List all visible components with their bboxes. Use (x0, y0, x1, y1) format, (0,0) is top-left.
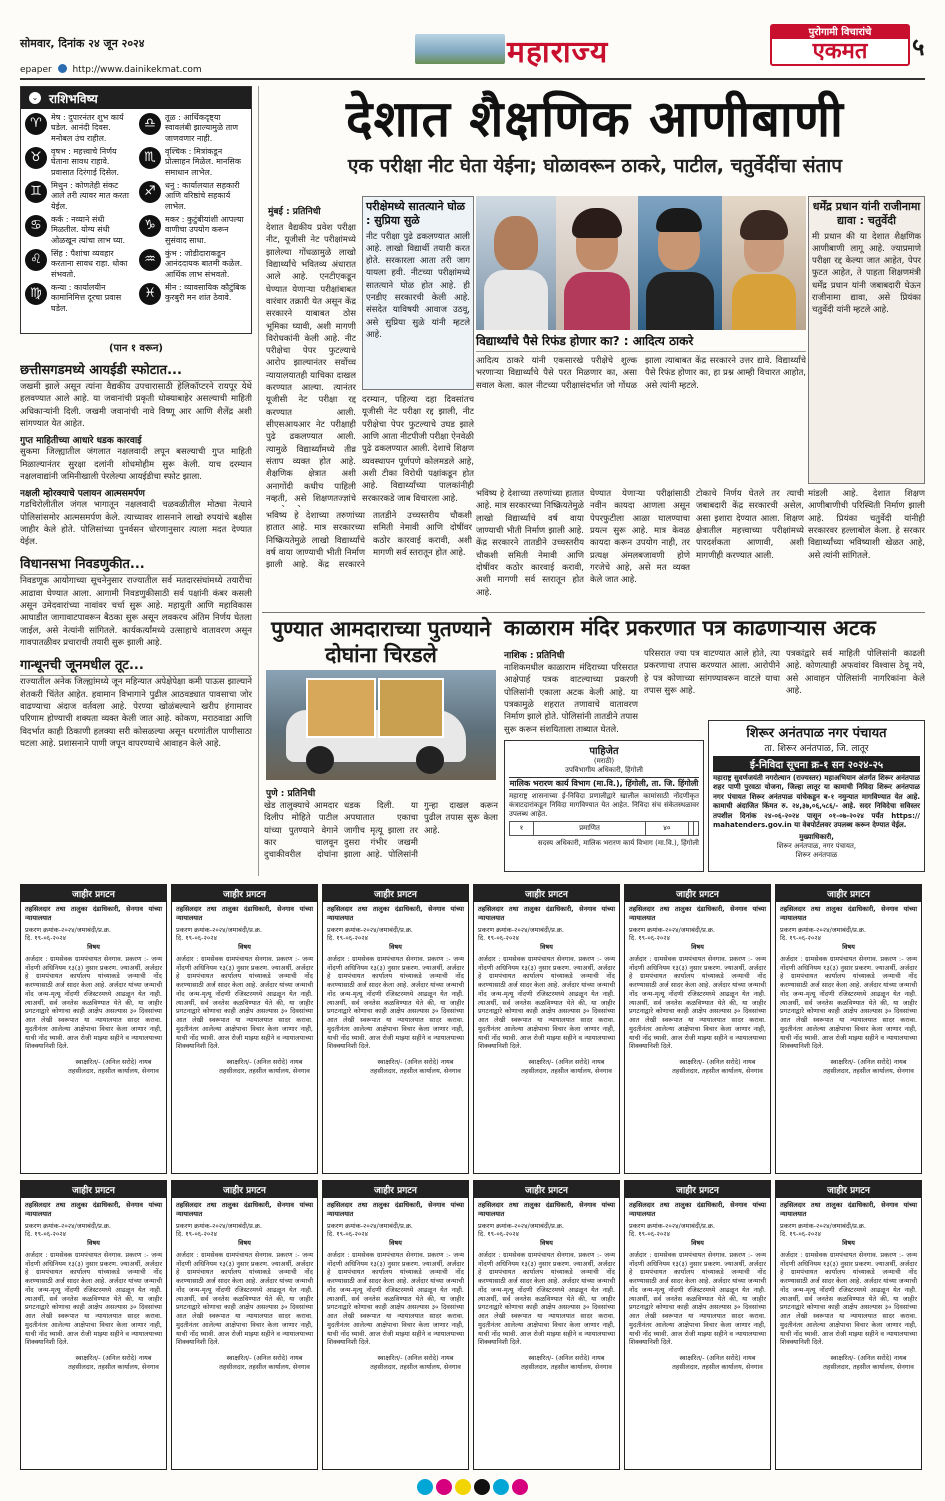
lead-body-col3: भविष्य हे देशाच्या तरुणांच्या हातात आहे. मात्र सरकारच्या निष्क्रियतेमुळे लाखो विद्यार्थ्यांचे वर्ष वाया जाण्याची भीती निर्माण झाली आहे. केंद्र सरकारने तातडीने उच्चस्तरीय चौकशी समिती नेमावी आणि दोषींवर कठोर कारवाई करावी, अशी मागणी सर्व स्तरातून होत आहे. (476, 489, 584, 598)
sagittarius-icon: ♐ (139, 181, 161, 203)
pune-story (262, 614, 500, 884)
taurus-icon: ♉ (25, 147, 47, 169)
rashi-item (139, 147, 247, 181)
notice-date: दि. १९-०६-२०२४ (25, 1230, 66, 1239)
chevron-down-icon: ⌄ (29, 92, 41, 104)
notice-date: दि. १९-०६-२०२४ (478, 1230, 519, 1239)
notice-case: प्रकरण क्रमांक-२०२४/जमाबंदी/प्र.क्र. (25, 925, 111, 934)
notice-body: अर्जदार : ग्रामसेवक ग्रामपंचायत सेनगाव. प्रकरण :- जन्म नोंदणी अधिनियम १३(३) नुसार प्रकरण. ज्याअर्थी, अर्जदार हे ग्रामपंचायत कार्यालय यांच्याकडे जन्माची नोंद करण्यासाठी अर्ज सादर केला आहे. अर्जदार यांच्या जन्माची नोंद जन्म-मृत्यू नोंदणी रजिस्टरमध्ये आढळून येत नाही. त्याअर्थी, सर्व जनतेस कळविण्यात येते की, या जाहीर प्रगटनाद्वारे कोणाचा काही आक्षेप असल्यास ३० दिवसांच्या आत लेखी स्वरूपात या न्यायालयात सादर करावा. मुदतीनंतर आलेल्या आक्षेपाचा विचार केला जाणार नाही, याची नोंद घ्यावी. आज रोजी माझ्या सहीने व न्यायालयाच्या शिक्क्यानिशी दिले. (25, 954, 162, 1051)
story-headline: छत्तीसगडमध्ये आयईडी स्फोटात... (20, 360, 252, 381)
reg-mark-black (474, 1479, 490, 1495)
notice-signature: स्वाक्षरित/- (अनिल सरोदे) नायब तहसीलदार, तहसील कार्यालय, सेनगाव (68, 1354, 159, 1372)
quote-title: परीक्षेमध्ये सातत्याने घोळ : सुप्रिया सुळे (366, 200, 466, 227)
tender-cell: ४० (646, 822, 689, 836)
leaders-photo-strip (476, 196, 806, 330)
notice-signature: स्वाक्षरित/- (अनिल सरोदे) नायब तहसीलदार, तहसील कार्यालय, सेनगाव (370, 1354, 461, 1372)
public-notice (624, 1180, 771, 1470)
rashi-text: सिंह : पैशांचा व्यवहार करताना सावध राहा. धोका संभवतो. (51, 249, 128, 279)
tender-footer: सदस्य अधिकारी, मालिक भरारण कार्य विभाग (मा.वि.), हिंगोली (537, 839, 699, 848)
notice-date: दि. १९-०६-२०२४ (780, 934, 821, 943)
tender-cell (693, 822, 698, 836)
notice-court: तहसिलदार तथा तालुका दंडाधिकारी, सेनगाव यांच्या न्यायालयात (176, 1201, 313, 1218)
notice-date: दि. १९-०६-२०२४ (629, 1230, 670, 1239)
hingoli-tender (504, 740, 704, 872)
notice-subject: विषय (691, 1239, 704, 1248)
notice-signature: स्वाक्षरित/- (अनिल सरोदे) नायब तहसीलदार, तहसील कार्यालय, सेनगाव (672, 1058, 763, 1076)
rashi-text: मिथुन : कोणतेही संकट आले तरी त्यावर मात करता येईल. (51, 181, 129, 211)
notice-case: प्रकरण क्रमांक-२०२४/जमाबंदी/प्र.क्र. (780, 1221, 866, 1230)
tender-header: पाहिजेत (589, 746, 619, 757)
nashik-headline: काळाराम मंदिर प्रकरणात पत्र काढणाऱ्यास अटक (504, 616, 876, 640)
lead-body-col4: घेण्यात येणाऱ्या परीक्षांसाठी नवीन कायदा आणला असून पेपरफुटीला आळा घालण्याचा प्रयत्न सुरू आहे. मात्र केवळ कायदा करून उपयोग नाही, तर प्रत्यक्ष अंमलबजावणी होणे गरजेचे आहे, असे मत व्यक्त केले जात आहे. (590, 489, 690, 586)
shirur-title: शिरूर अनंतपाळ नगर पंचायत (746, 726, 887, 741)
story-headline: विधानसभा निवडणुकीत... (20, 554, 252, 575)
public-notice (473, 884, 620, 1174)
virgo-icon: ♍ (25, 283, 47, 305)
notice-case: प्रकरण क्रमांक-२०२४/जमाबंदी/प्र.क्र. (478, 925, 564, 934)
notice-signature: स्वाक्षरित/- (अनिल सरोदे) नायब तहसीलदार, तहसील कार्यालय, सेनगाव (823, 1058, 914, 1076)
left-column (20, 340, 252, 880)
notice-header: जाहीर प्रगटन (323, 1181, 468, 1198)
rashi-text: कर्क : नव्याने संधी मिळतील. योग्य संधी ओळखून त्यांचा लाभ घ्या. (51, 215, 126, 245)
notice-body: अर्जदार : ग्रामसेवक ग्रामपंचायत सेनगाव. प्रकरण :- जन्म नोंदणी अधिनियम १३(३) नुसार प्रकरण. ज्याअर्थी, अर्जदार हे ग्रामपंचायत कार्यालय यांच्याकडे जन्माची नोंद करण्यासाठी अर्ज सादर केला आहे. अर्जदार यांच्या जन्माची नोंद जन्म-मृत्यू नोंदणी रजिस्टरमध्ये आढळून येत नाही. त्याअर्थी, सर्व जनतेस कळविण्यात येते की, या जाहीर प्रगटनाद्वारे कोणाचा काही आक्षेप असल्यास ३० दिवसांच्या आत लेखी स्वरूपात या न्यायालयात सादर करावा. मुदतीनंतर आलेल्या आक्षेपाचा विचार केला जाणार नाही, याची नोंद घ्यावी. आज रोजी माझ्या सहीने व न्यायालयाच्या शिक्क्यानिशी दिले. (25, 1250, 162, 1347)
lead-headline: देशात शैक्षणिक आणीबाणी (346, 90, 844, 148)
notice-court: तहसिलदार तथा तालुका दंडाधिकारी, सेनगाव यांच्या न्यायालयात (327, 1201, 464, 1218)
notice-body: अर्जदार : ग्रामसेवक ग्रामपंचायत सेनगाव. प्रकरण :- जन्म नोंदणी अधिनियम १३(३) नुसार प्रकरण. ज्याअर्थी, अर्जदार हे ग्रामपंचायत कार्यालय यांच्याकडे जन्माची नोंद करण्यासाठी अर्ज सादर केला आहे. अर्जदार यांच्या जन्माची नोंद जन्म-मृत्यू नोंदणी रजिस्टरमध्ये आढळून येत नाही. त्याअर्थी, सर्व जनतेस कळविण्यात येते की, या जाहीर प्रगटनाद्वारे कोणाचा काही आक्षेप असल्यास ३० दिवसांच्या आत लेखी स्वरूपात या न्यायालयात सादर करावा. मुदतीनंतर आलेल्या आक्षेपाचा विचार केला जाणार नाही, याची नोंद घ्यावी. आज रोजी माझ्या सहीने व न्यायालयाच्या शिक्क्यानिशी दिले. (327, 954, 464, 1051)
website-url[interactable]: http://www.dainikekmat.com (72, 65, 202, 75)
story-text: सुकमा जिल्ह्यातील जंगलात नक्षलवादी लपून बसल्याची गुप्त माहिती मिळाल्यानंतर सुरक्षा दलांनी शोधमोहीम सुरू केली. याच दरम्यान नक्षलवाद्यांनी जमिनीखाली पेरलेल्या आयईडीचा स्फोट झाला. (20, 447, 252, 482)
tender-sub: (मराठी) (593, 757, 615, 765)
shirur-sign: शिरूर अनंतपाळ (795, 850, 838, 859)
notice-header: जाहीर प्रगटन (21, 885, 166, 902)
notice-court: तहसिलदार तथा तालुका दंडाधिकारी, सेनगाव यांच्या न्यायालयात (780, 1201, 917, 1218)
photo-jayant-patil (476, 196, 556, 330)
notice-header: जाहीर प्रगटन (474, 1181, 619, 1198)
continued-label: (पान १ वरून) (108, 343, 163, 354)
brand-tagline: पुरोगामी विचारांचे (772, 26, 908, 39)
lead-body: देशात वैद्यकीय प्रवेश परीक्षा नीट, यूजीसी नेट परीक्षांमध्ये झालेल्या गोंधळामुळे लाखो विद्यार्थ्यांचे भवितव्य अंधारात आले आहे. एनटीएकडून घेण्यात येणाऱ्या परीक्षांबाबत वारंवार तक्रारी येत असून केंद्र सरकारने याबाबत ठोस भूमिका घ्यावी, अशी मागणी विरोधकांनी केली आहे. नीट परीक्षेचा पेपर फुटल्याचे आरोप झाल्यानंतर सर्वोच्च न्यायालयातही याचिका दाखल करण्यात आल्या. त्यानंतर यूजीसी नेट परीक्षा रद्द करण्यात आली. सीएसआयआर नेट परीक्षाही पुढे ढकलण्यात आली. त्यामुळे विद्यार्थ्यांमध्ये तीव्र संताप व्यक्त होत आहे. शैक्षणिक क्षेत्रात अशी अनागोंदी कधीच पाहिली नव्हती, असे शिक्षणतज्ज्ञांचे (266, 223, 356, 504)
nashik-body: नाशिकमधील काळाराम मंदिराच्या परिसरात आक्षेपार्ह पत्रक वाटल्याच्या प्रकरणी पोलिसांनी एकाला अटक केली आहे. या पत्रकामुळे शहरात तणावाचे वातावरण निर्माण झाले होते. पोलिसांनी तातडीने तपास सुरू करून संशयिताला ताब्यात घेतले. (504, 663, 638, 734)
notice-subject: विषय (238, 1239, 251, 1248)
scorpio-icon: ♏ (139, 147, 161, 169)
rashi-item (139, 283, 247, 317)
notice-court: तहसिलदार तथा तालुका दंडाधिकारी, सेनगाव यांच्या न्यायालयात (327, 905, 464, 922)
shirur-tender (708, 720, 925, 872)
cancer-icon: ♋ (25, 215, 47, 237)
notice-subject: विषय (540, 943, 553, 952)
tender-table (509, 821, 699, 836)
shirur-sign: मुख्याधिकारी, (799, 832, 834, 841)
notice-signature: स्वाक्षरित/- (अनिल सरोदे) नायब तहसीलदार, तहसील कार्यालय, सेनगाव (219, 1058, 310, 1076)
notice-court: तहसिलदार तथा तालुका दंडाधिकारी, सेनगाव यांच्या न्यायालयात (25, 1201, 162, 1218)
lead-dateline: मुंबई : प्रतिनिधी (268, 207, 321, 217)
rashi-item (139, 249, 247, 283)
notice-case: प्रकरण क्रमांक-२०२४/जमाबंदी/प्र.क्र. (327, 1221, 413, 1230)
notice-court: तहसिलदार तथा तालुका दंडाधिकारी, सेनगाव यांच्या न्यायालयात (780, 905, 917, 922)
inset-portrait (306, 678, 376, 738)
notice-date: दि. १९-०६-२०२४ (478, 934, 519, 943)
aries-icon: ♈ (25, 113, 47, 135)
reg-mark-magenta (436, 1479, 452, 1495)
tender-title: मालिक भरारण कार्य विभाग (मा.वि.), हिंगोली, ता. जि. हिंगोली (509, 779, 699, 789)
rashi-item (25, 283, 133, 317)
reg-mark-cyan (493, 1479, 509, 1495)
public-notice (171, 884, 318, 1174)
section-banner (415, 34, 665, 70)
notice-date: दि. १९-०६-२०२४ (327, 1230, 368, 1239)
story-text: जखमी झाले असून त्यांना वैद्यकीय उपचारासाठी हेलिकॉप्टरने रायपूर येथे हलवण्यात आले आहे. या जवानांची प्रकृती धोक्याबाहेर असल्याची माहिती अधिकाऱ्यांनी दिली. जखमी जवानांची नावे विष्णू आर आणि शैलेंद्र अशी सांगण्यात येत आहेत. (20, 382, 252, 429)
rashi-item (25, 249, 133, 283)
shirur-notice-no: ई-निविदा सूचना क्र-१ सन २०२४-२५ (713, 756, 920, 772)
quote-text: नीट परीक्षा पुढे ढकलण्यात आली आहे. लाखो विद्यार्थी तयारी करत होते. सरकारला आता तरी जाग यायला हवी. नीटच्या परीक्षांमध्ये सातत्याने घोळ होत आहे. ही एनडीए सरकारची केली आहे. संसदेत याविषयी आवाज उठवू, असे सुप्रिया सुळे यांनी म्हटले आहे. (366, 231, 470, 340)
public-notice (473, 1180, 620, 1470)
public-notice (322, 884, 469, 1174)
inset-portrait (378, 678, 444, 738)
reg-mark-cyan (417, 1479, 433, 1495)
public-notice (624, 884, 771, 1174)
quote-box-aaditya (476, 332, 806, 484)
shirur-subtitle: ता. शिरूर अनंतपाळ, जि. लातूर (764, 744, 869, 754)
notice-court: तहसिलदार तथा तालुका दंडाधिकारी, सेनगाव यांच्या न्यायालयात (176, 905, 313, 922)
quote-text: मी प्रधान की या देशात शैक्षणिक आणीबाणी लागू आहे. ज्याप्रमाणे परीक्षा रद्द केल्या जात आहेत, पेपर फुटत आहेत, ते पाहता शिक्षणमंत्री धर्मेंद्र प्रधान यांनी जबाबदारी घेऊन राजीनामा द्यावा, असे प्रियंका चतुर्वेदी यांनी म्हटले आहे. (812, 231, 921, 316)
page-number: ५ (912, 33, 925, 61)
column-divider (258, 86, 259, 876)
notice-header: जाहीर प्रगटन (625, 885, 770, 902)
public-notice (171, 1180, 318, 1470)
tender-cell: १ (510, 822, 534, 836)
epaper-label: epaper (20, 65, 52, 75)
notices-row (20, 1180, 925, 1470)
notice-body: अर्जदार : ग्रामसेवक ग्रामपंचायत सेनगाव. प्रकरण :- जन्म नोंदणी अधिनियम १३(३) नुसार प्रकरण. ज्याअर्थी, अर्जदार हे ग्रामपंचायत कार्यालय यांच्याकडे जन्माची नोंद करण्यासाठी अर्ज सादर केला आहे. अर्जदार यांच्या जन्माची नोंद जन्म-मृत्यू नोंदणी रजिस्टरमध्ये आढळून येत नाही. त्याअर्थी, सर्व जनतेस कळविण्यात येते की, या जाहीर प्रगटनाद्वारे कोणाचा काही आक्षेप असल्यास ३० दिवसांच्या आत लेखी स्वरूपात या न्यायालयात सादर करावा. मुदतीनंतर आलेल्या आक्षेपाचा विचार केला जाणार नाही, याची नोंद घ्यावी. आज रोजी माझ्या सहीने व न्यायालयाच्या शिक्क्यानिशी दिले. (629, 1250, 766, 1347)
quote-title: विद्यार्थ्यांचे पैसे रिफंड होणार का? : आदित्य ठाकरे (476, 332, 806, 352)
notice-signature: स्वाक्षरित/- (अनिल सरोदे) नायब तहसीलदार, तहसील कार्यालय, सेनगाव (521, 1354, 612, 1372)
epaper-bar (20, 64, 202, 75)
story-text: गडचिरोलीतील जंगल भागातून नक्षलवादी चळवळीतील मोठ्या नेत्याने पोलिसांसमोर आत्मसमर्पण केले. त्याच्यावर शासनाने लाखो रुपयांचे बक्षीस जाहीर केले होते. पोलिसांच्या पुनर्वसन धोरणानुसार त्याला मदत देण्यात येईल. (20, 500, 252, 548)
nashik-body: परिसरात ज्या पत्र वाटण्यात आले होते, त्या प्रकरणाचा तपास करण्यात आला. आरोपीने हे पत्र कोणाच्या सांगण्यावरून वाटले याचा तपास सुरू आहे. (644, 649, 780, 696)
notice-date: दि. १९-०६-२०२४ (780, 1230, 821, 1239)
rashi-box (20, 86, 252, 334)
notice-header: जाहीर प्रगटन (323, 885, 468, 902)
photo-aaditya-thackeray (638, 196, 722, 330)
notice-case: प्रकरण क्रमांक-२०२४/जमाबंदी/प्र.क्र. (327, 925, 413, 934)
notice-case: प्रकरण क्रमांक-२०२४/जमाबंदी/प्र.क्र. (478, 1221, 564, 1230)
notice-subject: विषय (540, 1239, 553, 1248)
leo-icon: ♌ (25, 249, 47, 271)
notice-body: अर्जदार : ग्रामसेवक ग्रामपंचायत सेनगाव. प्रकरण :- जन्म नोंदणी अधिनियम १३(३) नुसार प्रकरण. ज्याअर्थी, अर्जदार हे ग्रामपंचायत कार्यालय यांच्याकडे जन्माची नोंद करण्यासाठी अर्ज सादर केला आहे. अर्जदार यांच्या जन्माची नोंद जन्म-मृत्यू नोंदणी रजिस्टरमध्ये आढळून येत नाही. त्याअर्थी, सर्व जनतेस कळविण्यात येते की, या जाहीर प्रगटनाद्वारे कोणाचा काही आक्षेप असल्यास ३० दिवसांच्या आत लेखी स्वरूपात या न्यायालयात सादर करावा. मुदतीनंतर आलेल्या आक्षेपाचा विचार केला जाणार नाही, याची नोंद घ्यावी. आज रोजी माझ्या सहीने व न्यायालयाच्या शिक्क्यानिशी दिले. (478, 1250, 615, 1347)
notice-body: अर्जदार : ग्रामसेवक ग्रामपंचायत सेनगाव. प्रकरण :- जन्म नोंदणी अधिनियम १३(३) नुसार प्रकरण. ज्याअर्थी, अर्जदार हे ग्रामपंचायत कार्यालय यांच्याकडे जन्माची नोंद करण्यासाठी अर्ज सादर केला आहे. अर्जदार यांच्या जन्माची नोंद जन्म-मृत्यू नोंदणी रजिस्टरमध्ये आढळून येत नाही. त्याअर्थी, सर्व जनतेस कळविण्यात येते की, या जाहीर प्रगटनाद्वारे कोणाचा काही आक्षेप असल्यास ३० दिवसांच्या आत लेखी स्वरूपात या न्यायालयात सादर करावा. मुदतीनंतर आलेल्या आक्षेपाचा विचार केला जाणार नाही, याची नोंद घ्यावी. आज रोजी माझ्या सहीने व न्यायालयाच्या शिक्क्यानिशी दिले. (478, 954, 615, 1051)
notice-header: जाहीर प्रगटन (474, 885, 619, 902)
notice-header: जाहीर प्रगटन (172, 1181, 317, 1198)
rashi-text: मेष : दुपारनंतर शुभ कार्य घडेल. आनंदी दिवस. मनोबल उंच राहील. (51, 113, 124, 143)
brand-block (770, 24, 910, 66)
notice-header: जाहीर प्रगटन (776, 885, 921, 902)
notice-date: दि. १९-०६-२०२४ (25, 934, 66, 943)
notice-case: प्रकरण क्रमांक-२०२४/जमाबंदी/प्र.क्र. (629, 1221, 715, 1230)
notice-subject: विषय (87, 1239, 100, 1248)
notice-subject: विषय (842, 1239, 855, 1248)
rashi-item (139, 181, 247, 215)
lead-body-col5: टोकाचे निर्णय घेतले तर त्याची जबाबदारी केंद्र सरकारची असेल, असा इशारा देण्यात आला. शिक्षण क्षेत्रातील महत्त्वाच्या परीक्षांमध्ये पारदर्शकता आणावी, अशी मागणीही करण्यात आली. (696, 489, 804, 561)
rashi-item (139, 113, 247, 147)
notice-case: प्रकरण क्रमांक-२०२४/जमाबंदी/प्र.क्र. (780, 925, 866, 934)
globe-icon (58, 64, 67, 73)
notice-body: अर्जदार : ग्रामसेवक ग्रामपंचायत सेनगाव. प्रकरण :- जन्म नोंदणी अधिनियम १३(३) नुसार प्रकरण. ज्याअर्थी, अर्जदार हे ग्रामपंचायत कार्यालय यांच्याकडे जन्माची नोंद करण्यासाठी अर्ज सादर केला आहे. अर्जदार यांच्या जन्माची नोंद जन्म-मृत्यू नोंदणी रजिस्टरमध्ये आढळून येत नाही. त्याअर्थी, सर्व जनतेस कळविण्यात येते की, या जाहीर प्रगटनाद्वारे कोणाचा काही आक्षेप असल्यास ३० दिवसांच्या आत लेखी स्वरूपात या न्यायालयात सादर करावा. मुदतीनंतर आलेल्या आक्षेपाचा विचार केला जाणार नाही, याची नोंद घ्यावी. आज रोजी माझ्या सहीने व न्यायालयाच्या शिक्क्यानिशी दिले. (780, 1250, 917, 1347)
notices-row (20, 884, 925, 1174)
rashi-item (25, 113, 133, 147)
public-notice (775, 884, 922, 1174)
tender-cell: प्रमाणित (533, 822, 645, 836)
notice-header: जाहीर प्रगटन (776, 1181, 921, 1198)
rashi-text: तूळ : आर्थिकदृष्ट्या स्वावलंबी झाल्यामुळे ताण जाणवणार नाही. (165, 113, 238, 143)
notice-subject: विषय (87, 943, 100, 952)
rashi-grid (21, 109, 251, 317)
lead-body-col2: दरम्यान, पहिल्या दहा दिवसांतच यूजीसी नेट परीक्षा रद्द झाली, नीट परीक्षेचा पेपर फुटल्याचे उघड झाले आणि आता नीटपीजी परीक्षा ऐनवेळी पुढे ढकलण्यात आली. देशाचे शिक्षण व्यवस्थापन पूर्णपणे कोलमडले आहे, अशी टीका विरोधी पक्षांकडून होत आहे. विद्यार्थ्यांच्या पालकांनीही सरकारकडे जाब विचारला आहे. (362, 395, 474, 504)
rashi-item (25, 181, 133, 215)
notice-signature: स्वाक्षरित/- (अनिल सरोदे) नायब तहसीलदार, तहसील कार्यालय, सेनगाव (219, 1354, 310, 1372)
brand-logo: एकमत (812, 39, 868, 64)
story-subheading: गुप्त माहितीच्या आधारे धडक कारवाई (20, 436, 142, 447)
rashi-text: कन्या : कार्यालयीन कामानिमित्त दूरचा प्रवास घडेल. (51, 283, 122, 313)
story-text: निवडणूक आयोगाच्या सूचनेनुसार राज्यातील सर्व मतदारसंघांमध्ये तयारीचा आढावा घेण्यात आला. आगामी निवडणुकीसाठी सर्व पक्षांनी कंबर कसली असून उमेदवारांच्या नावांवर चर्चा सुरू आहे. महायुती आणि महाविकास आघाडीत जागावाटपावरून बैठका सुरू असून लवकरच अंतिम निर्णय घेतला जाईल, असे नेत्यांनी सांगितले. कार्यकर्त्यांमध्ये उत्साहाचे वातावरण असून गावपातळीवर प्रचाराची तयारी सुरू झाली आहे. (20, 576, 252, 648)
shirur-body: महाराष्ट्र सुवर्णजयंती नगरोत्थान (राज्यस्तर) महाअभियान अंतर्गत शिरूर अनंतपाळ शहर पाणी पुरवठा योजना, जिल्हा लातूर या कामाची निविदा शिरूर अनंतपाळ नगर पंचायत शिरूर अनंतपाळ यांचेकडून ब-१ नमुन्यात मागविण्यात येत आहे. कामाची अंदाजित किंमत रु. २४,३७,०६,५८६/- आहे. सदर निविदेचा सविस्तर तपशील दिनांक २४-०६-२०२४ पासून ०१-०७-२०२४ पर्यंत https:// mahatenders.gov.in या वेबपोर्टलवर उपलब्ध करून देण्यात येईल. (713, 774, 920, 830)
rashi-header (21, 87, 251, 109)
notice-case: प्रकरण क्रमांक-२०२४/जमाबंदी/प्र.क्र. (629, 925, 715, 934)
section-rule (262, 612, 925, 613)
notice-signature: स्वाक्षरित/- (अनिल सरोदे) नायब तहसीलदार, तहसील कार्यालय, सेनगाव (521, 1058, 612, 1076)
notice-subject: विषय (238, 943, 251, 952)
lead-body-col1b: भविष्य हे देशाच्या तरुणांच्या हातात आहे. मात्र सरकारच्या निष्क्रियतेमुळे लाखो विद्यार्थ्यांचे वर्ष वाया जाण्याची भीती निर्माण झाली आहे. केंद्र सरकारने तातडीने उच्चस्तरीय चौकशी समिती नेमावी आणि दोषींवर कठोर कारवाई करावी, अशी मागणी सर्व स्तरातून होत आहे. (266, 511, 472, 571)
notice-court: तहसिलदार तथा तालुका दंडाधिकारी, सेनगाव यांच्या न्यायालयात (478, 905, 615, 922)
section-title: महाराज्य (507, 35, 609, 70)
registration-marks (0, 1479, 945, 1495)
nashik-body: पत्रकांद्वारे सर्व माहिती पोलिसांनी काढली आहे. कोणत्याही अफवांवर विश्वास ठेवू नये, असे आवाहन पोलिसांनी नागरिकांना केले आहे. (786, 649, 925, 696)
gemini-icon: ♊ (25, 181, 47, 203)
rashi-item (25, 147, 133, 181)
photo-supriya-sule (556, 196, 638, 330)
story-subheading: नक्षली म्होरक्याचे पलायन आत्मसमर्पण (20, 489, 145, 500)
rashi-item (25, 215, 133, 249)
accident-car-photo (266, 670, 496, 780)
rashi-text: कुंभ : जोडीदाराकडून आनंददायक बातमी कळेल. आर्थिक लाभ संभवतो. (165, 249, 243, 279)
issue-date: सोमवार, दिनांक २४ जून २०२४ (20, 37, 145, 50)
rashi-text: मीन : व्यावसायिक कौटुंबिक कुरबुरी मन शांत ठेवावे. (165, 283, 246, 303)
notice-body: अर्जदार : ग्रामसेवक ग्रामपंचायत सेनगाव. प्रकरण :- जन्म नोंदणी अधिनियम १३(३) नुसार प्रकरण. ज्याअर्थी, अर्जदार हे ग्रामपंचायत कार्यालय यांच्याकडे जन्माची नोंद करण्यासाठी अर्ज सादर केला आहे. अर्जदार यांच्या जन्माची नोंद जन्म-मृत्यू नोंदणी रजिस्टरमध्ये आढळून येत नाही. त्याअर्थी, सर्व जनतेस कळविण्यात येते की, या जाहीर प्रगटनाद्वारे कोणाचा काही आक्षेप असल्यास ३० दिवसांच्या आत लेखी स्वरूपात या न्यायालयात सादर करावा. मुदतीनंतर आलेल्या आक्षेपाचा विचार केला जाणार नाही, याची नोंद घ्यावी. आज रोजी माझ्या सहीने व न्यायालयाच्या शिक्क्यानिशी दिले. (327, 1250, 464, 1347)
notice-body: अर्जदार : ग्रामसेवक ग्रामपंचायत सेनगाव. प्रकरण :- जन्म नोंदणी अधिनियम १३(३) नुसार प्रकरण. ज्याअर्थी, अर्जदार हे ग्रामपंचायत कार्यालय यांच्याकडे जन्माची नोंद करण्यासाठी अर्ज सादर केला आहे. अर्जदार यांच्या जन्माची नोंद जन्म-मृत्यू नोंदणी रजिस्टरमध्ये आढळून येत नाही. त्याअर्थी, सर्व जनतेस कळविण्यात येते की, या जाहीर प्रगटनाद्वारे कोणाचा काही आक्षेप असल्यास ३० दिवसांच्या आत लेखी स्वरूपात या न्यायालयात सादर करावा. मुदतीनंतर आलेल्या आक्षेपाचा विचार केला जाणार नाही, याची नोंद घ्यावी. आज रोजी माझ्या सहीने व न्यायालयाच्या शिक्क्यानिशी दिले. (629, 954, 766, 1051)
masthead-rule (20, 78, 925, 80)
notice-date: दि. १९-०६-२०२४ (327, 934, 368, 943)
rashi-text: वृश्चिक : मित्रांकडून प्रोत्साहन मिळेल. मानसिक समाधान लाभेल. (165, 147, 241, 177)
notice-subject: विषय (691, 943, 704, 952)
quote-box-supriya (362, 196, 474, 390)
public-notice (20, 1180, 167, 1470)
rashi-title: राशिभविष्य (49, 91, 98, 106)
shirur-sign: शिरूर अनंतपाळ, नगर पंचायत, (776, 841, 857, 850)
notice-case: प्रकरण क्रमांक-२०२४/जमाबंदी/प्र.क्र. (25, 1221, 111, 1230)
rashi-text: धनु : कार्यालयात सहकारी आणि वरिष्ठांचे सहकार्य लाभेल. (165, 181, 240, 211)
notice-date: दि. १९-०६-२०२४ (176, 934, 217, 943)
banner-artwork (415, 34, 505, 64)
lead-subheadline: एक परीक्षा नीट घेता येईना; घोळावरून ठाकरे, पाटील, चतुर्वेदींचा संताप (347, 155, 843, 177)
tender-org: उपविभागीय अधिकारी, हिंगोली (565, 766, 643, 775)
notice-body: अर्जदार : ग्रामसेवक ग्रामपंचायत सेनगाव. प्रकरण :- जन्म नोंदणी अधिनियम १३(३) नुसार प्रकरण. ज्याअर्थी, अर्जदार हे ग्रामपंचायत कार्यालय यांच्याकडे जन्माची नोंद करण्यासाठी अर्ज सादर केला आहे. अर्जदार यांच्या जन्माची नोंद जन्म-मृत्यू नोंदणी रजिस्टरमध्ये आढळून येत नाही. त्याअर्थी, सर्व जनतेस कळविण्यात येते की, या जाहीर प्रगटनाद्वारे कोणाचा काही आक्षेप असल्यास ३० दिवसांच्या आत लेखी स्वरूपात या न्यायालयात सादर करावा. मुदतीनंतर आलेल्या आक्षेपाचा विचार केला जाणार नाही, याची नोंद घ्यावी. आज रोजी माझ्या सहीने व न्यायालयाच्या शिक्क्यानिशी दिले. (780, 954, 917, 1051)
public-notice (775, 1180, 922, 1470)
photo-priyanka-chaturvedi (722, 196, 806, 330)
notice-body: अर्जदार : ग्रामसेवक ग्रामपंचायत सेनगाव. प्रकरण :- जन्म नोंदणी अधिनियम १३(३) नुसार प्रकरण. ज्याअर्थी, अर्जदार हे ग्रामपंचायत कार्यालय यांच्याकडे जन्माची नोंद करण्यासाठी अर्ज सादर केला आहे. अर्जदार यांच्या जन्माची नोंद जन्म-मृत्यू नोंदणी रजिस्टरमध्ये आढळून येत नाही. त्याअर्थी, सर्व जनतेस कळविण्यात येते की, या जाहीर प्रगटनाद्वारे कोणाचा काही आक्षेप असल्यास ३० दिवसांच्या आत लेखी स्वरूपात या न्यायालयात सादर करावा. मुदतीनंतर आलेल्या आक्षेपाचा विचार केला जाणार नाही, याची नोंद घ्यावी. आज रोजी माझ्या सहीने व न्यायालयाच्या शिक्क्यानिशी दिले. (176, 954, 313, 1051)
tender-body: महाराष्ट्र शासनाच्या ई-निविदा प्रणालीद्वारे खालील कामांसाठी नोंदणीकृत कंत्राटदारांकडून निविदा मागविण्यात येत आहेत. निविदा संच संकेतस्थळावर उपलब्ध आहेत. (509, 792, 699, 819)
story-headline: गान्धूनची जूनमधील तूट... (20, 655, 252, 676)
notice-court: तहसिलदार तथा तालुका दंडाधिकारी, सेनगाव यांच्या न्यायालयात (25, 905, 162, 922)
quote-text: आदित्य ठाकरे यांनी एकसारखे परीक्षेचे शुल्क भरणाऱ्या विद्यार्थ्यांचे पैसे परत मिळणार का, असा सवाल केला. काल नीटच्या परीक्षासंदर्भात जो गोंधळ झाला त्याबाबत केंद्र सरकारने उत्तर द्यावे. विद्यार्थ्यांचे पैसे रिफंड होणार का, हा प्रश्न आम्ही विचारत आहोत, असे त्यांनी म्हटले. (476, 356, 806, 391)
notice-case: प्रकरण क्रमांक-२०२४/जमाबंदी/प्र.क्र. (176, 1221, 262, 1230)
rashi-item (139, 215, 247, 249)
notice-court: तहसिलदार तथा तालुका दंडाधिकारी, सेनगाव यांच्या न्यायालयात (478, 1201, 615, 1218)
rashi-text: वृषभ : महत्त्वाचे निर्णय घेताना सावध राहावे. प्रवासात दिरंगाई दिसेल. (51, 147, 119, 177)
public-notice (20, 884, 167, 1174)
notice-subject: विषय (389, 1239, 402, 1248)
quote-title: धर्मेंद्र प्रधान यांनी राजीनामा द्यावा : चतुर्वेदी (812, 200, 921, 227)
public-notice (322, 1180, 469, 1470)
lead-body-col6: मांडली आहे. देशात शिक्षण आणीबाणीची परिस्थिती निर्माण झाली आहे. प्रियंका चतुर्वेदी यांनीही सरकारवर हल्लाबोल केला. हे सरकार विद्यार्थ्यांच्या भविष्याशी खेळत आहे, असे त्यांनी सांगितले. (808, 489, 925, 561)
reg-mark-yellow (455, 1479, 471, 1495)
pisces-icon: ♓ (139, 283, 161, 305)
notice-header: जाहीर प्रगटन (625, 1181, 770, 1198)
notice-signature: स्वाक्षरित/- (अनिल सरोदे) नायब तहसीलदार, तहसील कार्यालय, सेनगाव (68, 1058, 159, 1076)
notice-signature: स्वाक्षरित/- (अनिल सरोदे) नायब तहसीलदार, तहसील कार्यालय, सेनगाव (370, 1058, 461, 1076)
story-text: राज्यातील अनेक जिल्ह्यांमध्ये जून महिन्यात अपेक्षेपेक्षा कमी पाऊस झाल्याने शेतकरी चिंतेत आहेत. हवामान विभागाने पुढील आठवड्यात पावसाचा जोर वाढण्याचा अंदाज वर्तवला आहे. पेरण्या खोळंबल्याने खरीप हंगामावर परिणाम होण्याची शक्यता व्यक्त केली जात आहे. कोकण, मराठवाडा आणि विदर्भात काही ठिकाणी हलक्या सरी कोसळल्या असून धरणांतील पाणीसाठा घटला आहे. प्रशासनाने पाणी जपून वापरण्याचे आवाहन केले आहे. (20, 677, 252, 749)
nashik-dateline: नाशिक : प्रतिनिधी (504, 651, 565, 661)
notice-date: दि. १९-०६-२०२४ (176, 1230, 217, 1239)
aquarius-icon: ♒ (139, 249, 161, 271)
pune-headline: पुण्यात आमदाराच्या पुतण्याने दोघांना चिरडले (271, 617, 491, 667)
notice-subject: विषय (842, 943, 855, 952)
capricorn-icon: ♑ (139, 215, 161, 237)
rashi-text: मकर : कुटुंबीयांशी आपल्या वाणीचा उपयोग करून सुसंवाद साधा. (165, 215, 244, 245)
reg-mark-magenta (512, 1479, 528, 1495)
notice-signature: स्वाक्षरित/- (अनिल सरोदे) नायब तहसीलदार, तहसील कार्यालय, सेनगाव (672, 1354, 763, 1372)
notice-subject: विषय (389, 943, 402, 952)
notice-signature: स्वाक्षरित/- (अनिल सरोदे) नायब तहसीलदार, तहसील कार्यालय, सेनगाव (823, 1354, 914, 1372)
pune-dateline: पुणे : प्रतिनिधी (266, 789, 316, 799)
notice-court: तहसिलदार तथा तालुका दंडाधिकारी, सेनगाव यांच्या न्यायालयात (629, 1201, 766, 1218)
notice-case: प्रकरण क्रमांक-२०२४/जमाबंदी/प्र.क्र. (176, 925, 262, 934)
notice-date: दि. १९-०६-२०२४ (629, 934, 670, 943)
notice-header: जाहीर प्रगटन (21, 1181, 166, 1198)
quote-box-chaturvedi (808, 196, 925, 484)
notice-body: अर्जदार : ग्रामसेवक ग्रामपंचायत सेनगाव. प्रकरण :- जन्म नोंदणी अधिनियम १३(३) नुसार प्रकरण. ज्याअर्थी, अर्जदार हे ग्रामपंचायत कार्यालय यांच्याकडे जन्माची नोंद करण्यासाठी अर्ज सादर केला आहे. अर्जदार यांच्या जन्माची नोंद जन्म-मृत्यू नोंदणी रजिस्टरमध्ये आढळून येत नाही. त्याअर्थी, सर्व जनतेस कळविण्यात येते की, या जाहीर प्रगटनाद्वारे कोणाचा काही आक्षेप असल्यास ३० दिवसांच्या आत लेखी स्वरूपात या न्यायालयात सादर करावा. मुदतीनंतर आलेल्या आक्षेपाचा विचार केला जाणार नाही, याची नोंद घ्यावी. आज रोजी माझ्या सहीने व न्यायालयाच्या शिक्क्यानिशी दिले. (176, 1250, 313, 1347)
notice-header: जाहीर प्रगटन (172, 885, 317, 902)
libra-icon: ♎ (139, 113, 161, 135)
pune-body: खेड तालुक्याचे आमदार दिलीप मोहिते पाटील यांच्या पुतण्याने वेगाने कार चालवून दुचाकीवरील दोघांना धडक दिली. या अपघातात एकाचा जागीच मृत्यू झाला तर दुसरा गंभीर जखमी झाला आहे. पोलिसांनी गुन्हा दाखल करून पुढील तपास सुरू केला आहे. (264, 801, 498, 861)
notice-court: तहसिलदार तथा तालुका दंडाधिकारी, सेनगाव यांच्या न्यायालयात (629, 905, 766, 922)
